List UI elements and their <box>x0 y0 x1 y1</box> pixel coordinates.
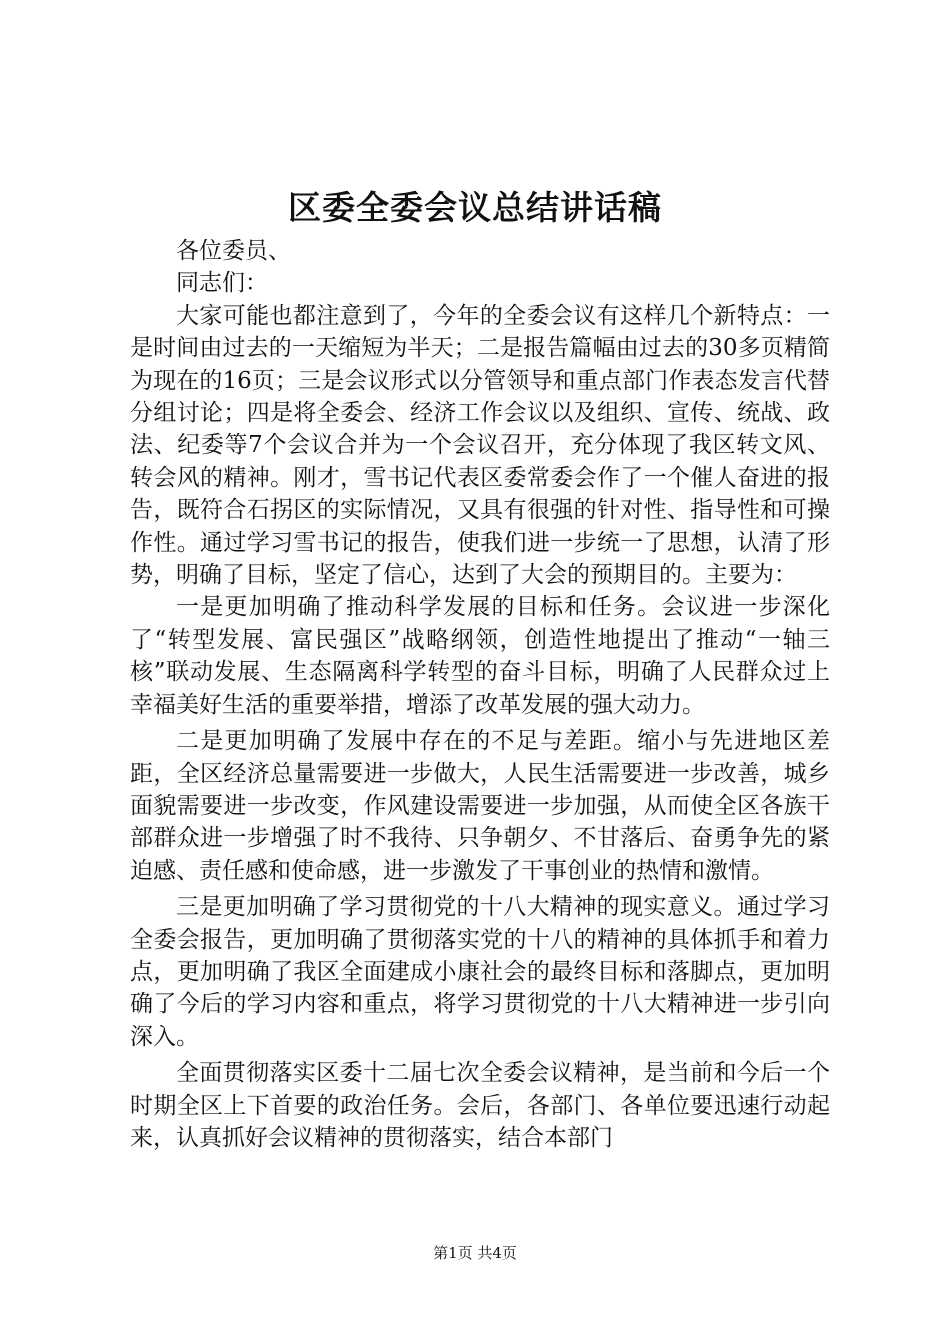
body-paragraph: 一是更加明确了推动科学发展的目标和任务。会议进一步深化了“转型发展、富民强区”战略纲领，创造性地提出了推动“一轴三核”联动发展、生态隔离科学转型的奋斗目标，明确了人民群众过上幸福美好生活的重要举措，增添了改革发展的强大动力。 <box>130 594 830 718</box>
document-body <box>130 235 830 1154</box>
page-footer: 第1页 共4页 <box>433 1244 517 1262</box>
body-paragraph: 二是更加明确了发展中存在的不足与差距。缩小与先进地区差距，全区经济总量需要进一步做大，人民生活需要进一步改善，城乡面貌需要进一步改变，作风建设需要进一步加强，从而使全区各族干部群众进一步增强了时不我待、只争朝夕、不甘落后、奋勇争先的紧迫感、责任感和使命感，进一步激发了干事创业的热情和激情。 <box>130 728 830 884</box>
salutation-line: 同志们： <box>176 270 268 297</box>
body-paragraph: 全面贯彻落实区委十二届七次全委会议精神，是当前和今后一个时期全区上下首要的政治任务。会后，各部门、各单位要迅速行动起来，认真抓好会议精神的贯彻落实，结合本部门 <box>130 1060 830 1151</box>
body-paragraph: 三是更加明确了学习贯彻党的十八大精神的现实意义。通过学习全委会报告，更加明确了贯彻落实党的十八的精神的具体抓手和着力点，更加明确了我区全面建成小康社会的最终目标和落脚点，更加明确了今后的学习内容和重点，将学习贯彻党的十八大精神进一步引向深入。 <box>130 894 830 1050</box>
body-paragraph: 大家可能也都注意到了，今年的全委会议有这样几个新特点：一是时间由过去的一天缩短为半天；二是报告篇幅由过去的30多页精简为现在的16页；三是会议形式以分管领导和重点部门作表态发言代替分组讨论；四是将全委会、经济工作会议以及组织、宣传、统战、政法、纪委等7个会议合并为一个会议召开，充分体现了我区转文风、转会风的精神。刚才，雪书记代表区委常委会作了一个催人奋进的报告，既符合石拐区的实际情况，又具有很强的针对性、指导性和可操作性。通过学习雪书记的报告，使我们进一步统一了思想，认清了形势，明确了目标，坚定了信心，达到了大会的预期目的。主要为： <box>130 302 830 589</box>
salutation-line: 各位委员、 <box>176 238 291 264</box>
document-title: 区委全委会议总结讲话稿 <box>288 188 662 227</box>
